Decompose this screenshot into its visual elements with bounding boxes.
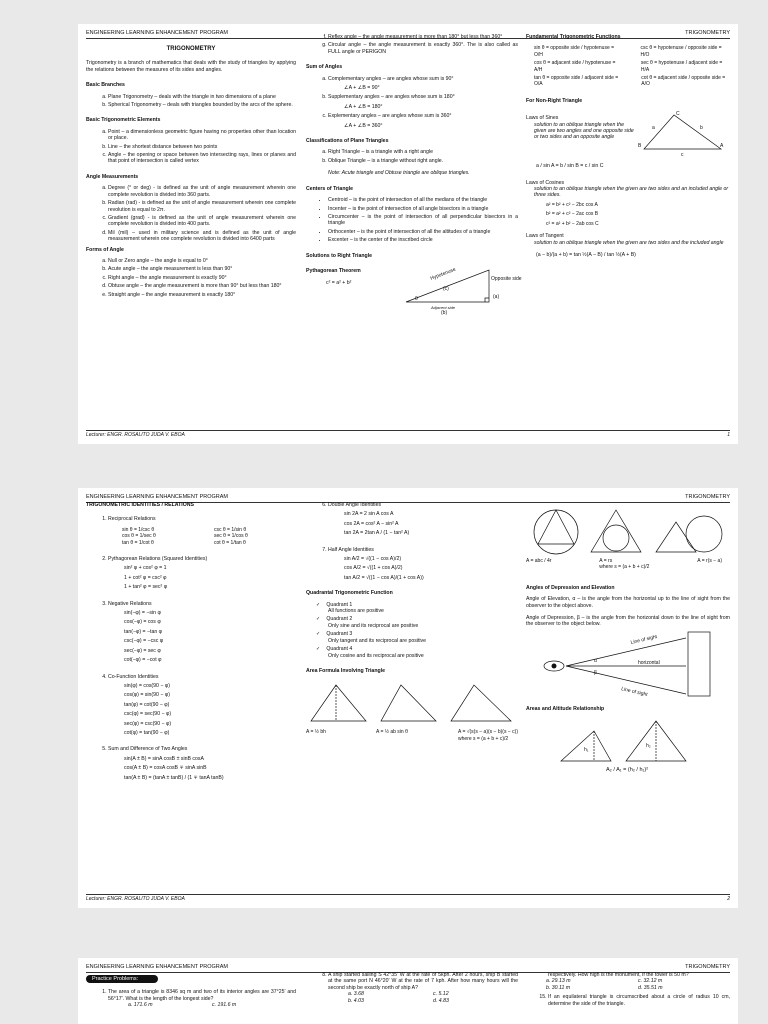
forms-list-cont [306, 34, 518, 55]
p2-column-2 [306, 502, 518, 742]
list-item: ✓ Quadrant 2 Only sine and its reciprocal are positive [328, 616, 518, 629]
list-item: 2. Pythagorean Relations (Squared Identities) sin² φ + cos² φ = 1 1 + cot² φ = csc² φ 1 + tan² φ = sec² φ [108, 556, 296, 591]
p2-column-1 [86, 502, 296, 784]
triangle-circle-diagrams [526, 502, 726, 558]
section-heading: Forms of Angle [86, 246, 124, 253]
area-triangles-diagram [306, 679, 518, 729]
branches-list [86, 94, 296, 109]
list-item: ✓ Quadrant 4 Only cosine and its reciprocal are positive [328, 646, 518, 659]
list-item: a. Right Triangle – is a triangle with a right angle [328, 149, 518, 155]
equation: b² = a² + c² − 2ac cos B [546, 211, 599, 218]
problem-options: a. 29.13 m c. 32.12 m b. 30.11 m d. 35.51 m [546, 978, 663, 991]
equation: c² = a² + b² − 2ab cos C [546, 220, 599, 227]
list-item: c. Right angle – the angle measurement is exactly 90° [108, 275, 296, 281]
svg-text:B: B [638, 143, 642, 150]
list-item: c. Explementary angles – are angles whose sum is 360° ∠A + ∠B = 360° [328, 113, 518, 129]
p1-column-1 [86, 44, 296, 300]
list-item: d. Mil (mil) – used in military science and is defined as the unit of angle measurement wherein one complete revolution is divided into 6400 parts [108, 230, 296, 243]
page-footer [86, 430, 730, 438]
p3-column-2 [306, 972, 518, 1006]
svg-text:a: a [652, 125, 655, 132]
section-heading: Centers of Triangle [306, 185, 353, 192]
list-item: • Circumcenter – is the point of intersection of all perpendicular bisectors in a triangle [328, 214, 518, 227]
elements-list [86, 129, 296, 165]
law-of-sines-equation: a / sin A = b / sin B = c / sin C [536, 163, 604, 170]
problem-item: 1. The area of a triangle is 8346 sq m and two of its interior angles are 37°25' and 56°17'. What is the length of the longest side? a. 171.6 m c. 191.6 m [108, 989, 296, 1008]
svg-text:C: C [676, 111, 680, 118]
p3-column-1 [86, 972, 296, 1011]
equation: a² = b² + c² − 2bc cos A [546, 201, 598, 208]
svg-text:b: b [700, 125, 703, 132]
svg-text:Line of sight: Line of sight [620, 685, 649, 698]
problem-list [526, 994, 730, 1007]
sum-list [306, 76, 518, 129]
list-item: d. Obtuse angle – the angle measurement is more than 90° but less than 180° [108, 283, 296, 289]
right-triangle-diagram [401, 264, 522, 316]
list-item: b. Radian (rad) - is defined as the unit of angle measurement wherein one complete revolution is equal to 2π. [108, 200, 296, 213]
lecturer-name: Lecturer: ENGR. ROSALITO JUDA V. EBOA [86, 896, 185, 902]
p1-column-2 [306, 34, 522, 316]
header-program: ENGINEERING LEARNING ENHANCEMENT PROGRAM [86, 494, 229, 500]
identities-list-cont [306, 502, 518, 581]
list-item: a. Point – a dimensionless geometric figure having no properties other than location or place. [108, 129, 296, 142]
pythagorean-equation: c² = a² + b² [326, 280, 352, 287]
practice-problems-badge: Practice Problems: [86, 975, 158, 983]
page-2 [78, 488, 738, 908]
section-heading: Angle Measurements [86, 173, 139, 180]
section-heading: Angles of Depression and Elevation [526, 584, 615, 591]
list-item: a. Plane Trigonometry – deals with the triangle in two dimensions of a plane [108, 94, 296, 100]
list-item: 7. Half Angle Identities sin A/2 = √((1 − cos A)/2) cos A/2 = √((1 + cos A)/2) tan A/2 = √((1 − cos A)/(1 + cos A)) [328, 547, 518, 582]
depression-description: Angle of Depression, β – is the angle from the horizontal down to the line of sight from the observer to the object below. [526, 615, 730, 628]
centers-list [306, 197, 518, 243]
p1-column-3 [526, 34, 730, 258]
elevation-description: Angle of Elevation, α – is the angle from the horizontal up to the line of sight from the observer to the object above. [526, 596, 730, 609]
page-footer [86, 894, 730, 902]
line-of-sight-diagram [526, 628, 726, 700]
subheading: Laws of Tangent [526, 233, 564, 240]
circle-area-formulas: A = abc / 4r A = rs where s = (a + b + c)/2 A = r(s − a) [526, 558, 722, 571]
svg-text:(b): (b) [441, 309, 448, 316]
section-heading: Sum of Angles [306, 64, 343, 71]
list-item: b. Spherical Trigonometry – deals with triangles bounded by the arcs of the sphere. [108, 102, 296, 108]
p3-column-3 [526, 972, 730, 1009]
svg-text:c: c [681, 152, 684, 159]
problem-list [306, 972, 518, 1004]
forms-list [86, 258, 296, 298]
page-number: 2 [727, 896, 730, 902]
equation: ∠A + ∠B = 180° [344, 103, 383, 110]
problem-continuation: respectively. How high is the monument, if the tower is 50 m? [548, 972, 689, 978]
page-3 [78, 958, 738, 1024]
altitude-equation: A₂ / A₁ = (h₂ / h₁)² [606, 767, 649, 774]
list-item: b. Line – the shortest distance between two points [108, 144, 296, 150]
list-item: 1. Reciprocal Relations sin θ = 1/csc θ csc θ = 1/sin θ cos θ = 1/sec θ sec θ = 1/cos θ tan θ = 1/cot θ cot θ = 1/tan θ [108, 516, 296, 546]
list-item: 4. Co-Function Identities sin(φ) = cos(90 − φ) cos(φ) = sin(90 − φ) tan(φ) = cot(90 − φ) csc(φ) = sec(90 − φ) sec(φ) = csc(90 − φ) cot(φ) = tan(90 − φ) [108, 674, 296, 737]
svg-text:h₂: h₂ [646, 743, 651, 750]
page-number: 1 [727, 432, 730, 438]
svg-text:α: α [594, 657, 597, 664]
header-program: ENGINEERING LEARNING ENHANCEMENT PROGRAM [86, 964, 229, 970]
oblique-triangle-diagram [636, 109, 726, 159]
list-item: b. Acute angle – the angle measurement is less than 90° [108, 266, 296, 272]
section-heading: Fundamental Trigonometric Functions [526, 34, 621, 40]
quadrant-list [306, 602, 518, 659]
list-item: c. Angle – the opening or space between two intersecting rays, lines or planes and that point of intersection is called vertex [108, 152, 296, 165]
svg-text:(c): (c) [443, 285, 449, 292]
header-program: ENGINEERING LEARNING ENHANCEMENT PROGRAM [86, 30, 229, 36]
section-heading: Basic Trigonometric Elements [86, 117, 161, 124]
area-formulas: A = ½ bh A = ½ ab sin θ A = √(s(s − a)(s − b)(s − c)) where s = (a + b + c)/2 [306, 729, 518, 742]
section-heading: Area Formula Involving Triangle [306, 667, 385, 674]
header-subject: TRIGONOMETRY [685, 494, 730, 500]
altitude-triangles-diagram [526, 717, 726, 767]
list-item: a. Degree (° or deg) - is defined as the unit of angle measurement wherein one complete revolution is divided into 360 parts. [108, 185, 296, 198]
svg-text:Adjacent side: Adjacent side [431, 304, 456, 310]
svg-text:(a): (a) [493, 293, 500, 300]
page-title: TRIGONOMETRIC IDENTITIES / RELATIONS [86, 502, 194, 508]
function-row: tan θ = opposite side / adjacent side = O/A cot θ = adjacent side / opposite side = A/O [534, 75, 726, 88]
list-item: ✓ Quadrant 1 All functions are positive [328, 602, 518, 615]
page-1 [78, 24, 738, 444]
equation: ∠A + ∠B = 360° [344, 122, 383, 129]
svg-text:Opposite side: Opposite side [491, 275, 522, 282]
svg-text:Hypotenuse: Hypotenuse [429, 266, 457, 282]
list-item: g. Circular angle – the angle measurement is exactly 360°. The is also called as FULL angle or PERIGON [328, 42, 518, 55]
lecturer-name: Lecturer: ENGR. ROSALITO JUDA V. EBOA [86, 432, 185, 438]
page-title: TRIGONOMETRY [166, 46, 216, 52]
list-item: ✓ Quadrant 3 Only tangent and its reciprocal are positive [328, 631, 518, 644]
description: solution to an oblique triangle when the given are two angles and one opposite side or two sides and an opposite angle [534, 121, 634, 141]
problem-item: 8. A ship started sailing S 42°35' W at the rate of 5kph. After 2 hours, ship B started at the same port N 46°20' W at the rate of 7 kph. After how many hours will the second ship be exactly north of ship A? a. 3.68 c. 5.12 b. 4.03 d. 4.83 [328, 972, 518, 1004]
list-item: f. Reflex angle – the angle measurement is more than 180° but less than 360° [328, 34, 518, 40]
section-heading: Areas and Altitude Relationship [526, 705, 605, 712]
header-subject: TRIGONOMETRY [685, 964, 730, 970]
list-item: • Incenter – is the point of intersection of all angle bisectors in a triangle [328, 206, 518, 212]
angle-measurements-list [86, 185, 296, 242]
list-item: 3. Negative Relations sin(−φ) = −sin φ cos(−φ) = cos φ tan(−φ) = −tan φ csc(−φ) = −csc φ sec(−φ) = sec φ cot(−φ) = −cot φ [108, 601, 296, 664]
equation: ∠A + ∠B = 90° [344, 85, 380, 92]
section-heading: Classifications of Plane Triangles [306, 138, 389, 145]
law-of-tangent-equation: (a − b)/(a + b) = tan ½(A − B) / tan ½(A + B) [536, 251, 636, 258]
subheading: Laws of Cosines [526, 179, 565, 186]
svg-text:θ: θ [415, 295, 418, 302]
list-item: • Centroid – is the point of intersection of all the medians of the triangle [328, 197, 518, 203]
section-heading: Quadrantal Trigonometric Function [306, 590, 393, 597]
svg-text:Line of sight: Line of sight [630, 633, 658, 646]
list-item: a. Complementary angles – are angles whose sum is 90° ∠A + ∠B = 90° [328, 76, 518, 92]
svg-text:A: A [720, 143, 724, 150]
p2-column-3 [526, 502, 730, 774]
classes-list [306, 149, 518, 164]
list-item: b. Supplementary angles – are angles whose sum is 180° ∠A + ∠B = 180° [328, 94, 518, 110]
identities-list [86, 516, 296, 781]
section-heading: Pythagorean Theorem [306, 267, 361, 274]
list-item: c. Gradient (grad) - is defined as the unit of angle measurement wherein one complete revolution is divided into 400 parts. [108, 215, 296, 228]
reciprocal-identities: sin θ = 1/csc θ csc θ = 1/sin θ cos θ = 1/sec θ sec θ = 1/cos θ tan θ = 1/cot θ cot θ = 1/tan θ [122, 526, 248, 546]
list-item: • Orthocenter – is the point of intersection of all the altitudes of a triangle [328, 229, 518, 235]
svg-text:horizontal: horizontal [638, 659, 660, 666]
list-item: • Excenter – is the center of the inscribed circle [328, 237, 518, 243]
section-heading: Basic Branches [86, 82, 125, 89]
intro-paragraph: Trigonometry is a branch of mathematics that deals with the study of triangles by applying the relations between the measures of its sides and angles. [86, 60, 296, 73]
subheading: Laws of Sines [526, 115, 559, 122]
description: solution to an oblique triangle when the given are two sides and the included angle [534, 239, 724, 246]
section-heading: For Non-Right Triangle [526, 97, 583, 104]
list-item: e. Straight angle – the angle measurement is exactly 180° [108, 292, 296, 298]
header-subject: TRIGONOMETRY [685, 30, 730, 36]
description: solution to an oblique triangle when the given are two sides and an included angle or three sides. [534, 186, 729, 199]
list-item: a. Null or Zero angle – the angle is equal to 0° [108, 258, 296, 264]
note: Note: Acute triangle and Obtuse triangle are oblique triangles. [328, 170, 470, 177]
section-heading: Solutions to Right Triangle [306, 252, 372, 259]
function-row: cos θ = adjacent side / hypotenuse = A/H sec θ = hypotenuse / adjacent side = H/A [534, 60, 723, 73]
list-item: 6. Double Angle Identities sin 2A = 2 sin A cos A cos 2A = cos² A − sin² A tan 2A = 2tan A / (1 − tan² A) [328, 502, 518, 537]
list-item: 5. Sum and Difference of Two Angles sin(A ± B) = sinA cosB ± sinB cosA cos(A ± B) = cosA cosB ∓ sinA sinB tan(A ± B) = (tanA ± tanB) / (1 ∓ tanA tanB) [108, 746, 296, 781]
problem-item: 15. If an equilateral triangle is circumscribed about a circle of radius 10 cm, determine the side of the triangle. [548, 994, 730, 1007]
svg-text:β: β [594, 669, 597, 676]
problem-list [86, 989, 296, 1008]
function-row: sin θ = opposite side / hypotenuse = O/H csc θ = hypotenuse / opposite side = H/O [534, 45, 722, 58]
svg-text:h₁: h₁ [584, 747, 589, 754]
list-item: b. Oblique Triangle – is a triangle without right angle. [328, 158, 518, 164]
